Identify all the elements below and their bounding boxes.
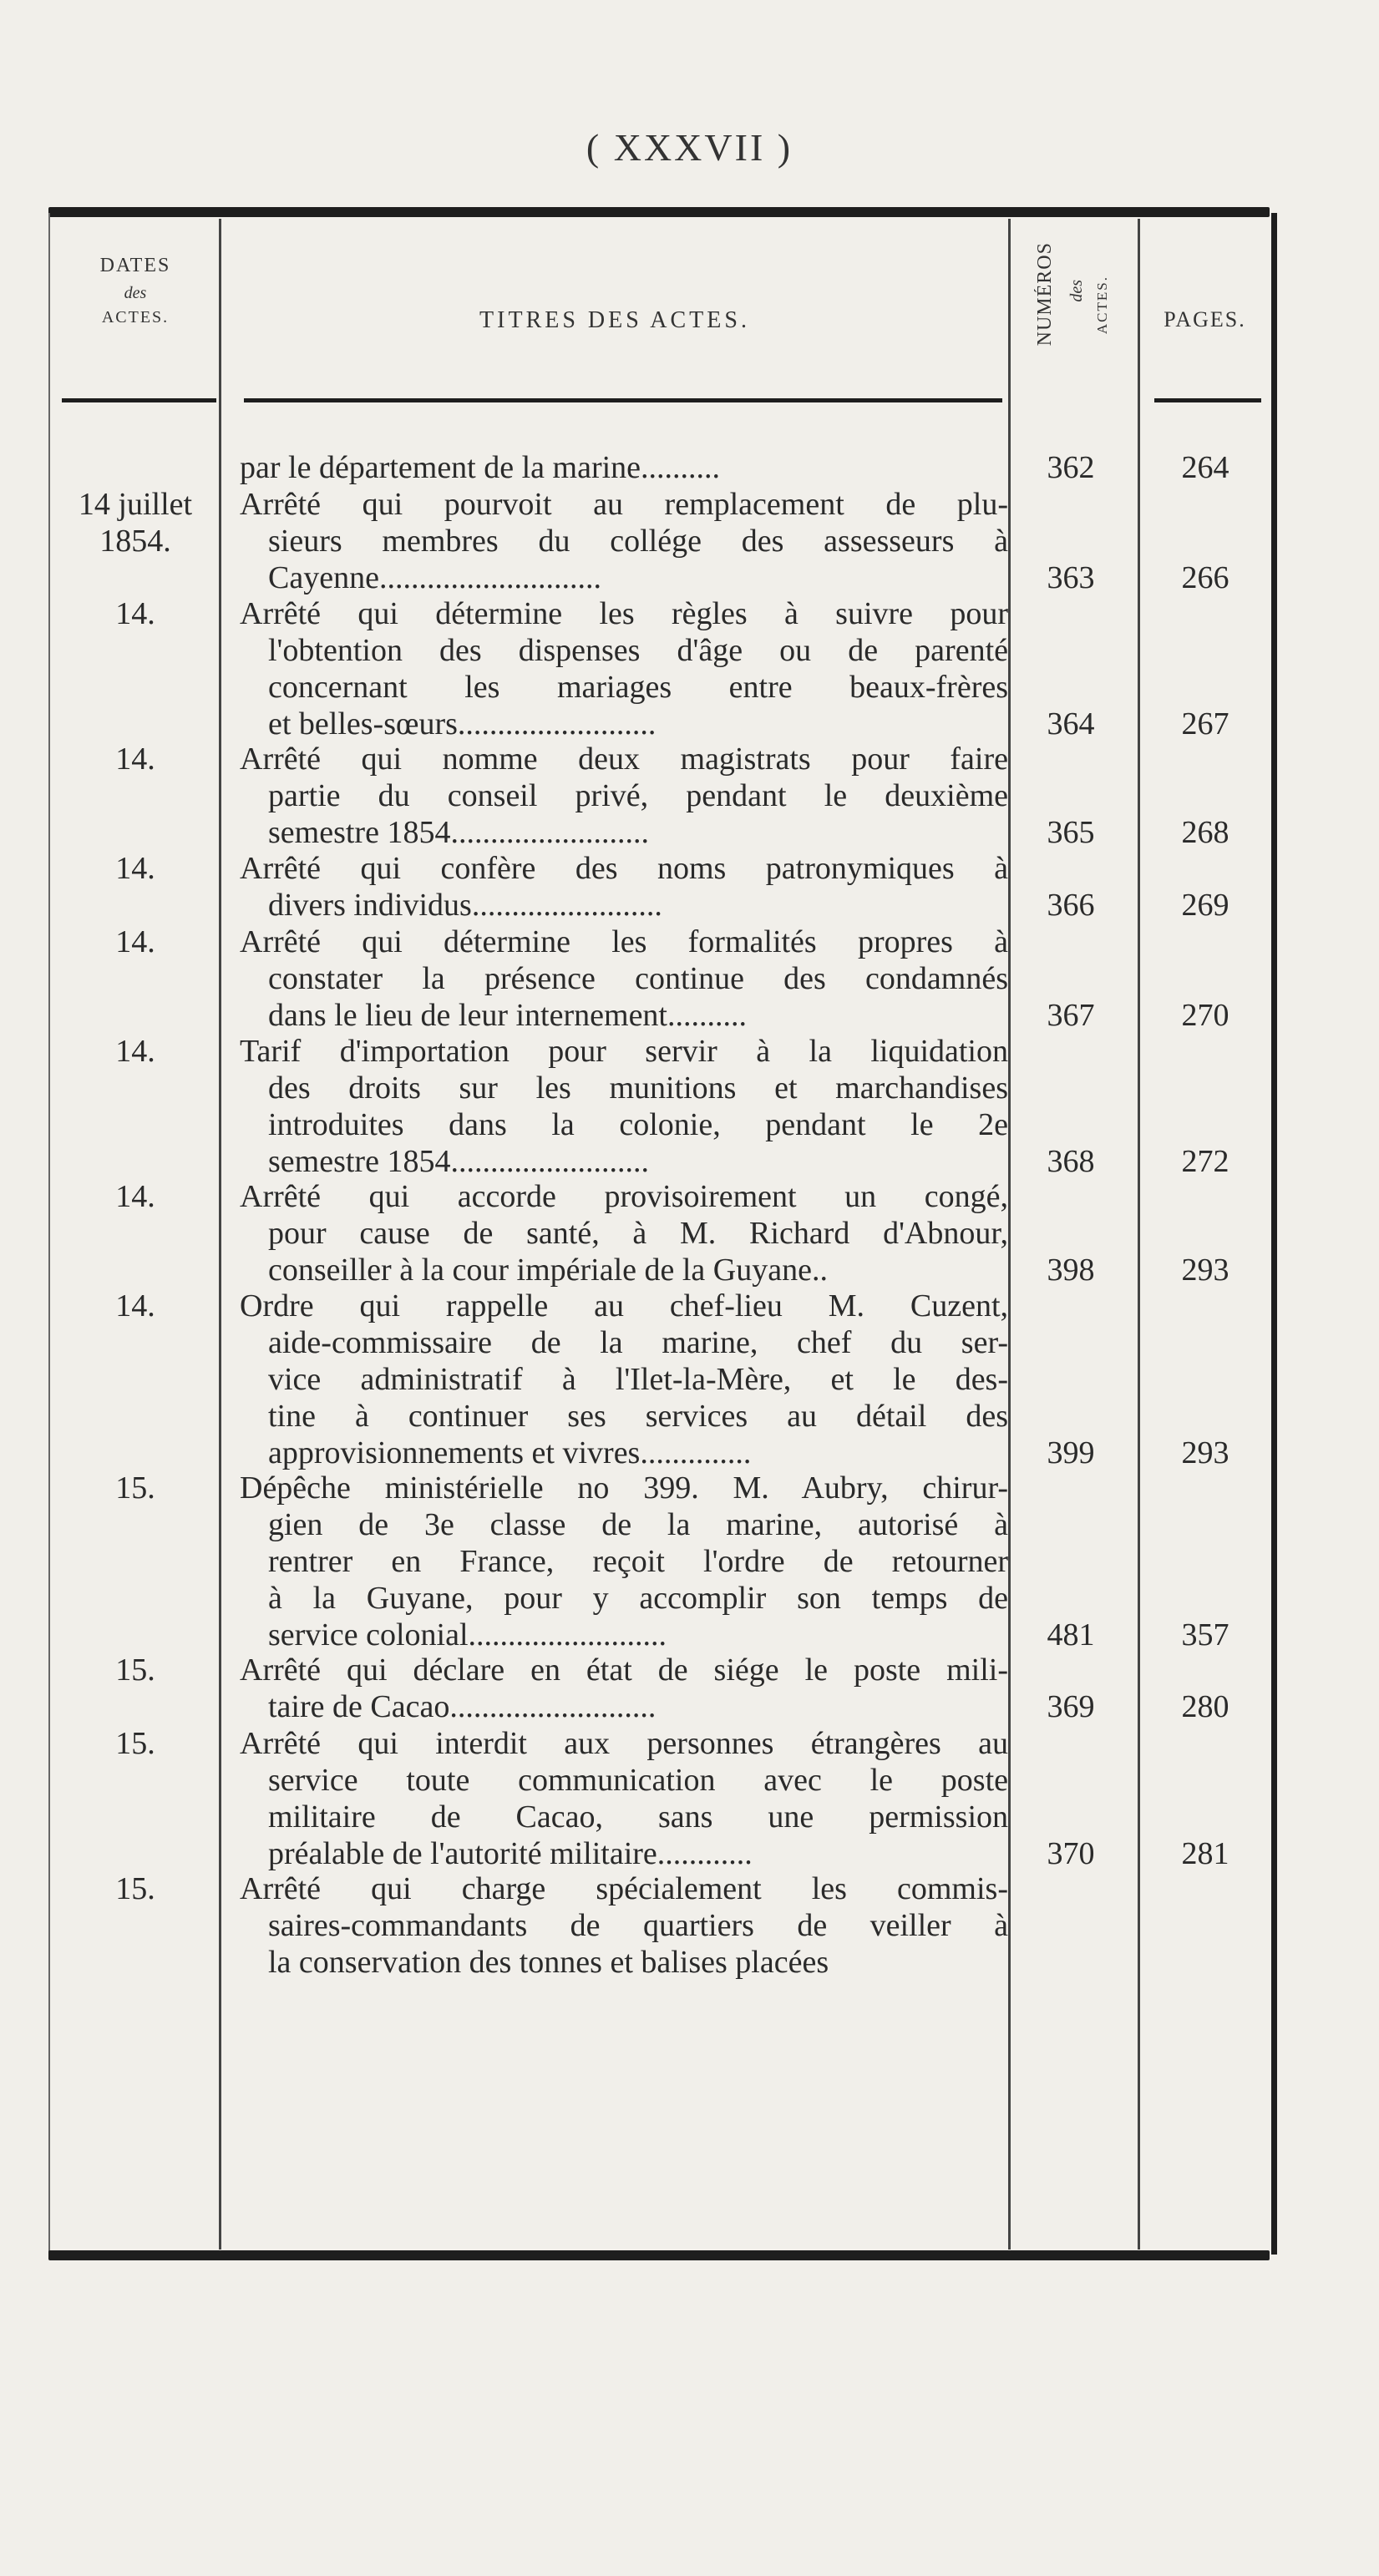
entry-page-number: 267 (1181, 706, 1229, 741)
entry-title-line: Arrêté qui charge spécialement les commis- (240, 1871, 1008, 1906)
entry-title (240, 1033, 1008, 1180)
entry-date-line: 14. (115, 924, 155, 959)
column-divider-titles (1008, 219, 1011, 2250)
header-dates-line-2: des (124, 284, 147, 302)
entry-title-line: Arrêté qui confère des noms patronymiques à (240, 851, 1008, 886)
header-numeros-line-3: ACTES. (1094, 276, 1110, 335)
entry-title-line: divers individus........................ (268, 888, 662, 923)
entry-page-number: 280 (1181, 1689, 1229, 1724)
entry-title-line: l'obtention des dispenses d'âge ou de parenté (268, 633, 1008, 668)
entry-date (52, 1178, 219, 1215)
entry-title-line: sieurs membres du collége des assesseurs à (268, 524, 1008, 559)
header-numeros-line-1: NUMÉROS (1034, 242, 1056, 347)
entry-title-line: Arrêté qui interdit aux personnes étrangères au (240, 1726, 1008, 1761)
entry-title (240, 1870, 1008, 1981)
entry-title (240, 1470, 1008, 1653)
entry-title-line: Dépêche ministérielle no 399. M. Aubry, chirur- (240, 1470, 1008, 1506)
entry-date-line: 14. (115, 1288, 155, 1323)
entry-date-line: 15. (115, 1652, 155, 1688)
entry-date (52, 1288, 219, 1324)
entry-title (240, 1178, 1008, 1288)
header-numeros-line-2: des (1067, 280, 1086, 302)
entry-date (52, 1470, 219, 1506)
entry-date-line: 14. (115, 596, 155, 631)
header-pages: PAGES. (1164, 307, 1246, 331)
entry-page-number: 293 (1181, 1253, 1229, 1288)
entry-title-line: constater la présence continue des condamnés (268, 961, 1008, 996)
entry-date-line: 14. (115, 1034, 155, 1069)
entry-title-line: concernant les mariages entre beaux-frères (268, 670, 1008, 705)
entry-act-number: 362 (1047, 450, 1095, 485)
entry-title-line: Arrêté qui nomme deux magistrats pour faire (240, 741, 1008, 777)
entry-title-line: conseiller à la cour impériale de la Guyane.. (268, 1253, 828, 1288)
table-bottom-rule (48, 2250, 1270, 2260)
entry-act-number: 363 (1047, 560, 1095, 595)
entry-page-number: 281 (1181, 1836, 1229, 1871)
entry-page-number: 357 (1181, 1617, 1229, 1652)
entry-title-line: partie du conseil privé, pendant le deuxième (268, 778, 1008, 813)
entry-title-line: des droits sur les munitions et marchandises (268, 1070, 1008, 1106)
entry-title-line: Tarif d'importation pour servir à la liquidation (240, 1034, 1008, 1069)
entry-page-number: 268 (1181, 815, 1229, 850)
entry-date (52, 741, 219, 777)
entry-title-line: Arrêté qui accorde provisoirement un congé, (240, 1179, 1008, 1214)
header-dates-line-3: ACTES. (101, 308, 170, 326)
entry-date (52, 924, 219, 960)
column-divider-numeros (1138, 219, 1140, 2250)
header-rule-pages (1154, 398, 1261, 402)
entry-title-line: approvisionnements et vivres.............. (268, 1435, 752, 1470)
entry-date-line: 14. (115, 741, 155, 777)
entry-page-number: 272 (1181, 1144, 1229, 1179)
entry-title-line: tine à continuer ses services au détail des (268, 1399, 1008, 1434)
entry-date-line: 15. (115, 1470, 155, 1506)
entry-title-line: vice administratif à l'Ilet-la-Mère, et le des- (268, 1362, 1008, 1397)
entry-date-line: 15. (115, 1726, 155, 1761)
entry-date (52, 1652, 219, 1688)
entry-date-line: 15. (115, 1871, 155, 1906)
entry-title-line: Arrêté qui déclare en état de siége le poste mili- (240, 1652, 1008, 1688)
entry-title-line: rentrer en France, reçoit l'ordre de retourner (268, 1544, 1008, 1579)
entry-title (240, 449, 1008, 486)
entry-title-line: service toute communication avec le poste (268, 1763, 1008, 1798)
entry-title-line: taire de Cacao.......................... (268, 1689, 657, 1724)
entry-act-number: 370 (1047, 1836, 1095, 1871)
page-header: ( XXXVII ) (586, 126, 793, 169)
entry-act-number: 398 (1047, 1253, 1095, 1288)
entry-act-number: 369 (1047, 1689, 1095, 1724)
entry-title (240, 595, 1008, 742)
entry-title (240, 850, 1008, 924)
entry-title-line: par le département de la marine.......... (240, 450, 721, 485)
entry-title-line: aide-commissaire de la marine, chef du ser- (268, 1325, 1008, 1360)
entry-title-line: gien de 3e classe de la marine, autorisé à (268, 1507, 1008, 1542)
entry-act-number: 367 (1047, 998, 1095, 1033)
entry-title-line: semestre 1854......................... (268, 1144, 649, 1179)
entry-act-number: 365 (1047, 815, 1095, 850)
entry-page-number: 264 (1181, 450, 1229, 485)
entry-date-line: 1854. (99, 524, 171, 559)
entry-page-number: 269 (1181, 888, 1229, 923)
entry-title-line: Arrêté qui détermine les formalités propres à (240, 924, 1008, 959)
entry-date (52, 850, 219, 887)
entry-title-line: la conservation des tonnes et balises placées (268, 1945, 829, 1980)
entry-page-number: 270 (1181, 998, 1229, 1033)
entry-date (52, 1870, 219, 1907)
entry-title-line: pour cause de santé, à M. Richard d'Abnour, (268, 1216, 1008, 1251)
entry-title-line: Arrêté qui détermine les règles à suivre pour (240, 596, 1008, 631)
entry-title-line: saires-commandants de quartiers de veiller à (268, 1908, 1008, 1943)
entry-date-line: 14. (115, 1179, 155, 1214)
entry-title (240, 1725, 1008, 1872)
column-divider-dates (219, 219, 221, 2250)
entry-title (240, 1288, 1008, 1471)
entry-page-number: 266 (1181, 560, 1229, 595)
entry-title-line: militaire de Cacao, sans une permission (268, 1799, 1008, 1835)
header-rule-titles (244, 398, 1002, 402)
entry-title-line: introduites dans la colonie, pendant le 2e (268, 1107, 1008, 1142)
entry-title (240, 741, 1008, 851)
entry-act-number: 481 (1047, 1617, 1095, 1652)
header-titles: TITRES DES ACTES. (479, 307, 750, 333)
entry-date (52, 595, 219, 632)
entry-title-line: et belles-sœurs......................... (268, 706, 657, 741)
entry-title-line: à la Guyane, pour y accomplir son temps de (268, 1581, 1008, 1616)
entry-title (240, 924, 1008, 1034)
header-dates-line-1: DATES (99, 255, 171, 276)
entry-title-line: Arrêté qui pourvoit au remplacement de plu- (240, 487, 1008, 522)
entry-title (240, 1652, 1008, 1725)
header-rule-dates (62, 398, 216, 402)
header-dates (52, 255, 219, 327)
entry-date (52, 1725, 219, 1762)
entry-date-line: 14. (115, 851, 155, 886)
entry-title (240, 486, 1008, 596)
entry-page-number: 293 (1181, 1435, 1229, 1470)
entry-date (52, 486, 219, 559)
entry-title-line: dans le lieu de leur internement.......... (268, 998, 747, 1033)
entry-act-number: 368 (1047, 1144, 1095, 1179)
entry-title-line: Cayenne............................ (268, 560, 601, 595)
entry-act-number: 366 (1047, 888, 1095, 923)
entry-date (52, 1033, 219, 1070)
entry-date-line: 14 juillet (78, 487, 193, 522)
entry-act-number: 364 (1047, 706, 1095, 741)
entry-title-line: préalable de l'autorité militaire............ (268, 1836, 753, 1871)
entry-title-line: semestre 1854......................... (268, 815, 649, 850)
entry-act-number: 399 (1047, 1435, 1095, 1470)
entry-title-line: service colonial......................... (268, 1617, 667, 1652)
entry-title-line: Ordre qui rappelle au chef-lieu M. Cuzent, (240, 1288, 1008, 1323)
